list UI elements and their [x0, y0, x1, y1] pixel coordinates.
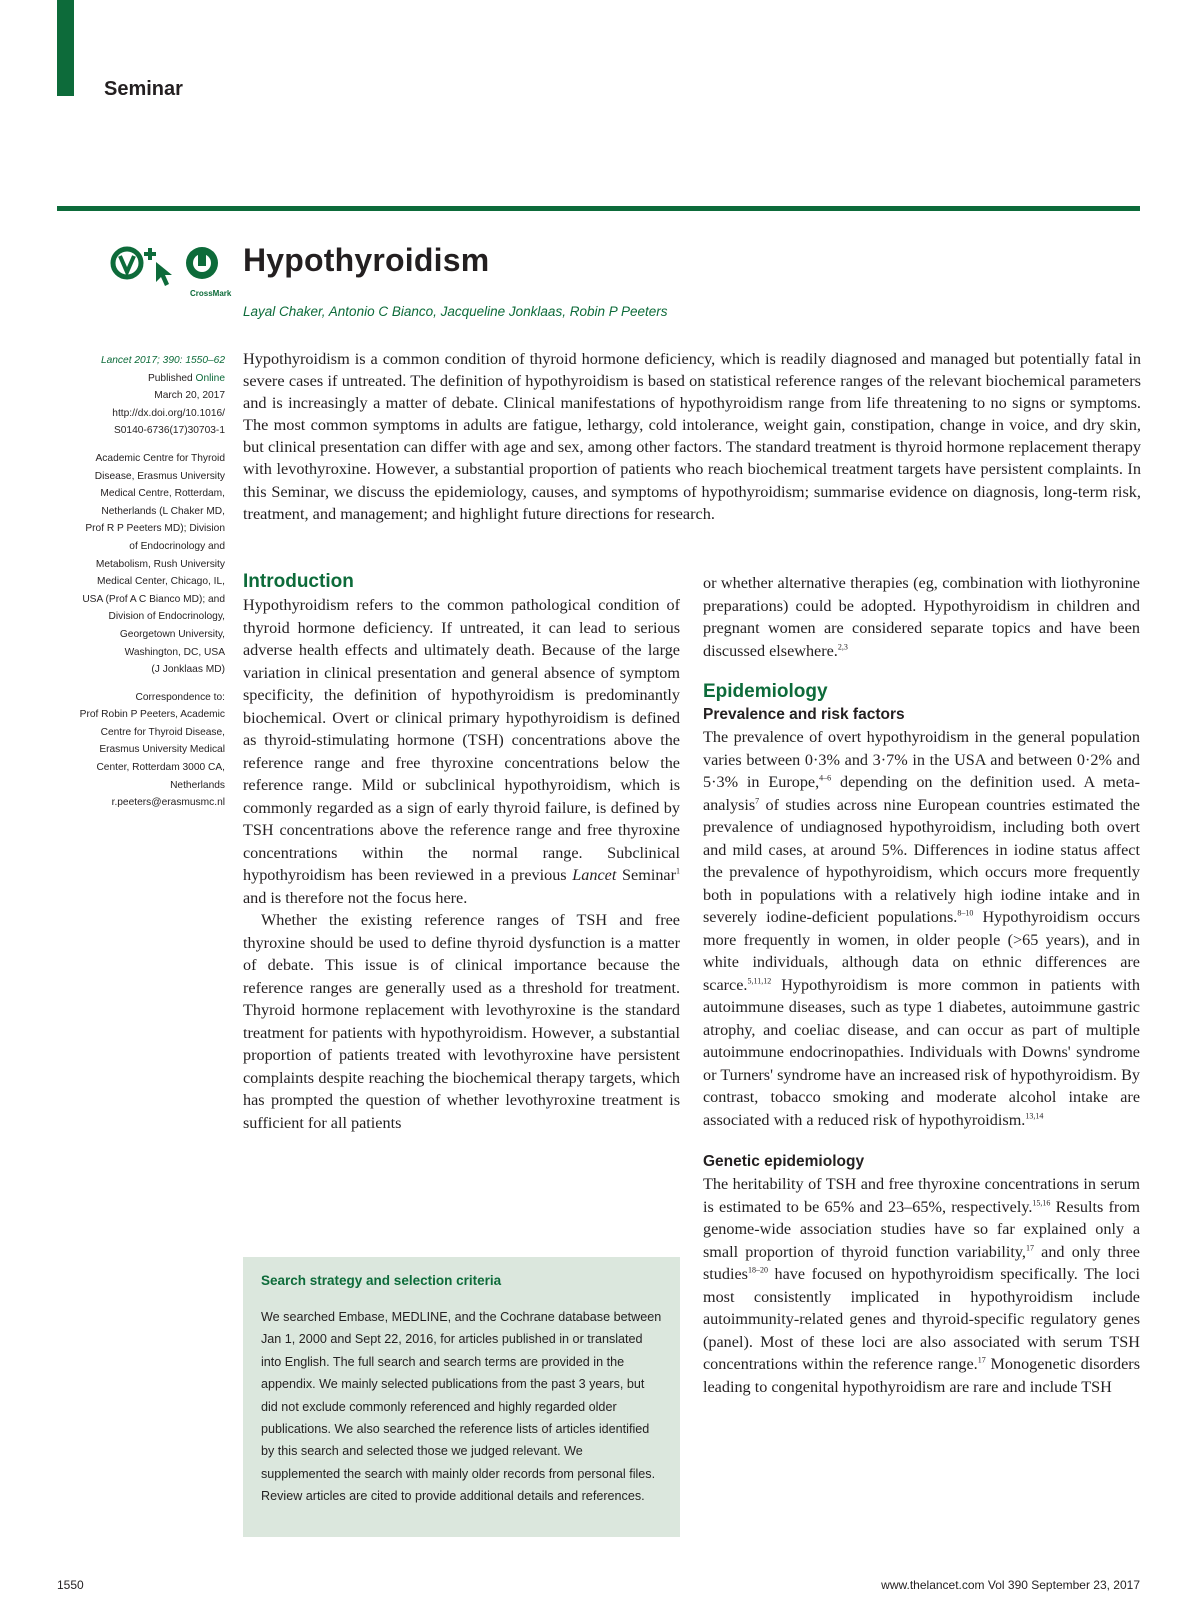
affiliations: Academic Centre for Thyroid Disease, Erasmus University Medical Centre, Rotterdam, Netherlands (L Chaker MD, Prof R P Peeters MD); Division of Endocrinology and Metabolism, Rush University Medical Center, Chicago, IL, USA (Prof A C Bianco MD); and Division of Endocrinology, Georgetown University, Washington, DC, USA (J Jonklaas MD): [82, 452, 225, 676]
column-right: [703, 572, 1140, 1398]
article-title: Hypothyroidism: [243, 242, 490, 278]
crossmark-label: CrossMark: [190, 289, 232, 298]
column-left: [243, 570, 680, 1134]
heading-epidemiology: Epidemiology: [703, 681, 828, 702]
plus-cursor-icon: [144, 248, 172, 286]
doi-link[interactable]: http://dx.doi.org/10.1016/: [112, 407, 225, 419]
doi-link-cont[interactable]: S0140-6736(17)30703-1: [113, 425, 225, 437]
epidemiology-paragraph-1: The prevalence of overt hypothyroidism in the general population varies between 0·3% and 3·7% in the USA and between 0·2% and 5·3% in Europe,$^{4-6}$ depending on the definition used. A meta-analysis$^7$ of studies across nine European countries estimated the prevalence of undiagnosed hypothyroidism, including both overt and mild cases, at around 5%. Differences in iodine status affect the prevalence of hypothyroidism, which occurs more frequently both in populations with a relatively high iodine intake and in severely iodine-deficient populations.$^{8-10}$ Hypothyroidism occurs more frequently in women, in older people (>65 years), and in white individuals, although data on ethnic differences are scarce.$^{5,11,12}$ Hypothyroidism is more common in patients with autoimmune diseases, such as type 1 diabetes, autoimmune gastric atrophy, and coeliac disease, and can occur as part of multiple autoimmune endocrinopathies. Individuals with Downs' syndrome or Turners' syndrome have an increased risk of hypothyroidism. By contrast, tobacco smoking and moderate alcohol intake are associated with a reduced risk of hypothyroidism.$^{13,14}$: [703, 728, 1140, 1129]
published-date: March 20, 2017: [154, 390, 225, 402]
published-line: Published Online: [147, 372, 225, 384]
crossmark-icon: [186, 247, 232, 298]
intro-paragraph-3: or whether alternative therapies (eg, combination with liothyronine preparations) could be adopted. Hypothyroidism in children and pregnant women are considered separate topics and have been discussed elsewhere.$^{2,3}$: [703, 574, 1140, 660]
intro-paragraph-1: Hypothyroidism refers to the common pathological condition of thyroid hormone deficiency. If untreated, it can lead to serious adverse health effects and ultimately death. Because of the large variation in clinical presentation and general absence of symptom specificity, the definition of hypothyroidism is predominantly biochemical. Overt or clinical primary hypothyroidism is defined as thyroid-stimulating hormone (TSH) concentrations above the reference range and free thyroxine concentrations below the reference range. Mild or subclinical hypothyroidism, which is commonly regarded as a sign of early thyroid failure, is defined by TSH concentrations above the reference range and free thyroxine concentrations within the normal range. Subclinical hypothyroidism has been reviewed in a previous Lancet Seminar$^1$ and is therefore not the focus here.: [243, 596, 680, 907]
heading-introduction: Introduction: [243, 571, 354, 592]
correspondence-email[interactable]: r.peeters@erasmusmc.nl: [111, 797, 225, 809]
intro-paragraph-2: Whether the existing reference ranges of TSH and free thyroxine should be used to define thyroid dysfunction is a matter of debate. This issue is of clinical importance because the reference ranges are generally used as a threshold for treatment. Thyroid hormone replacement with levothyroxine is the standard treatment for patients with hypothyroidism. However, a substantial proportion of patients treated with levothyroxine have persistent complaints despite reaching the biochemical therapy targets, which has prompted the question of whether levothyroxine treatment is sufficient for all patients: [243, 911, 680, 1132]
citation-ref: 1: [676, 866, 680, 876]
journal-footer: www.thelancet.com Vol 390 September 23, 2017: [881, 1578, 1140, 1592]
citation-ref: 2,3: [837, 642, 848, 652]
article-logos: [110, 244, 235, 300]
section-color-bar: [57, 0, 74, 96]
abstract: Hypothyroidism is a common condition of thyroid hormone deficiency, which is readily diagnosed and managed but potentially fatal in severe cases if untreated. The definition of hypothyroidism is based on statistical reference ranges of the relevant biochemical parameters and is increasingly a matter of debate. Clinical manifestations of hypothyroidism range from life threatening to no signs or symptoms. The most common symptoms in adults are fatigue, lethargy, cold intolerance, weight gain, constipation, change in voice, and dry skin, but clinical presentation can differ with age and sex, among other factors. The standard treatment is thyroid hormone replacement therapy with levothyroxine. However, a substantial proportion of patients who reach biochemical treatment targets have persistent complaints. In this Seminar, we discuss the epidemiology, causes, and symptoms of hypothyroidism; summarise evidence on diagnosis, long-term risk, treatment, and management; and highlight future directions for research.: [243, 349, 1141, 523]
correspondence: Correspondence to: Prof Robin P Peeters, Academic Centre for Thyroid Disease, Erasmus University Medical Center, Rotterdam 3000 CA, Netherlands r.peeters@erasmusmc.nl: [55, 689, 225, 812]
author-list: Layal Chaker, Antonio C Bianco, Jacqueline Jonklaas, Robin P Peeters: [243, 304, 668, 319]
online-link[interactable]: Online: [195, 372, 225, 384]
open-access-icon: [113, 249, 141, 277]
search-panel-body: We searched Embase, MEDLINE, and the Cochrane database between Jan 1, 2000 and Sept 22, 2016, for articles published in or translated into English. The full search and search terms are provided in the appendix. We mainly selected publications from the past 3 years, but did not exclude commonly referenced and highly regarded older publications. We also searched the reference lists of articles identified by this search and selected those we judged relevant. We supplemented the search with mainly older records from personal files. Review articles are cited to provide additional details and references.: [261, 1310, 662, 1504]
article-sidebar: [55, 352, 225, 822]
page-number: 1550: [57, 1578, 84, 1592]
subheading-prevalence: Prevalence and risk factors: [703, 706, 905, 723]
header-rule: [57, 206, 1140, 211]
subheading-genetic: Genetic epidemiology: [703, 1153, 865, 1170]
epidemiology-paragraph-2: The heritability of TSH and free thyroxine concentrations in serum is estimated to be 65% and 23–65%, respectively.$^{15,16}$ Results from genome-wide association studies have so far explained only a small proportion of thyroid function variability,$^{17}$ and only three studies$^{18-20}$ have focused on hypothyroidism specifically. The loci most consistently implicated in hypothyroidism include autoimmunity-related genes and thyroid-specific regulatory genes (panel). Most of these loci are also associated with serum TSH concentrations within the reference range.$^{17}$ Monogenetic disorders leading to congenital hypothyroidism are rare and include TSH: [703, 1175, 1140, 1396]
search-panel-title: Search strategy and selection criteria: [261, 1273, 502, 1288]
search-strategy-panel: [243, 1257, 680, 1537]
citation: Lancet 2017; 390: 1550–62: [100, 355, 225, 366]
section-label: Seminar: [104, 78, 183, 100]
